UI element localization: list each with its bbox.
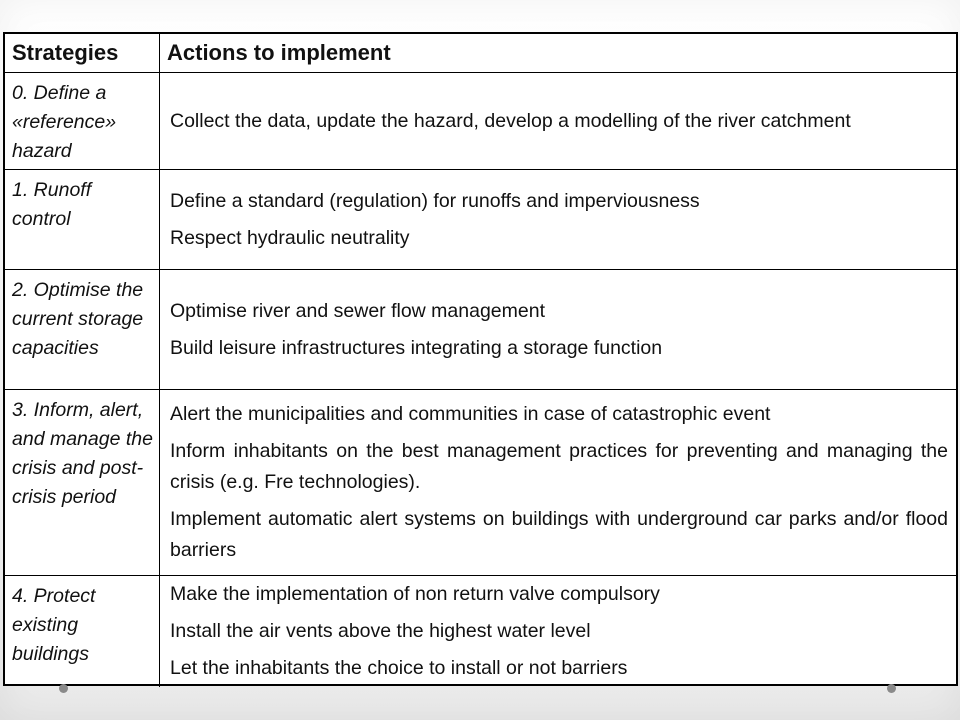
action-item: Install the air vents above the highest water level bbox=[170, 620, 591, 642]
action-item: Make the implementation of non return valve compulsory bbox=[170, 583, 660, 605]
action-item: Define a standard (regulation) for runoffs and imperviousness bbox=[170, 189, 700, 212]
actions-cell-1 bbox=[160, 170, 956, 270]
action-item: Optimise river and sewer flow management bbox=[170, 299, 545, 322]
actions-cell-4 bbox=[160, 576, 956, 687]
strategy-cell-2: 2. Optimise the current storage capacities bbox=[5, 270, 160, 390]
action-item: Implement automatic alert systems on buildings with underground car parks and/or flood barriers bbox=[170, 508, 948, 561]
strategy-cell-4: 4. Protect existing buildings bbox=[5, 576, 160, 687]
actions-cell-3 bbox=[160, 390, 956, 576]
strategies-table bbox=[3, 32, 958, 686]
action-item: Build leisure infrastructures integrating a storage function bbox=[170, 336, 663, 359]
actions-cell-0 bbox=[160, 73, 956, 170]
header-actions: Actions to implement bbox=[160, 34, 956, 73]
strategy-cell-3: 3. Inform, alert, and manage the crisis and post-crisis period bbox=[5, 390, 160, 576]
actions-cell-2 bbox=[160, 270, 956, 390]
action-item: Inform inhabitants on the best management practices for preventing and managing the crisis (e.g. Fre technologies). bbox=[170, 440, 948, 493]
strategy-cell-0: 0. Define a «reference» hazard bbox=[5, 73, 160, 170]
strategy-cell-1: 1. Runoff control bbox=[5, 170, 160, 270]
action-item: Alert the municipalities and communities in case of catastrophic event bbox=[170, 403, 771, 425]
action-item: Respect hydraulic neutrality bbox=[170, 226, 410, 249]
decorative-dot-left bbox=[59, 684, 68, 693]
action-item: Let the inhabitants the choice to install or not barriers bbox=[170, 657, 628, 679]
decorative-dot-right bbox=[887, 684, 896, 693]
action-item: Collect the data, update the hazard, develop a modelling of the river catchment bbox=[170, 109, 851, 132]
header-strategies: Strategies bbox=[5, 34, 160, 73]
